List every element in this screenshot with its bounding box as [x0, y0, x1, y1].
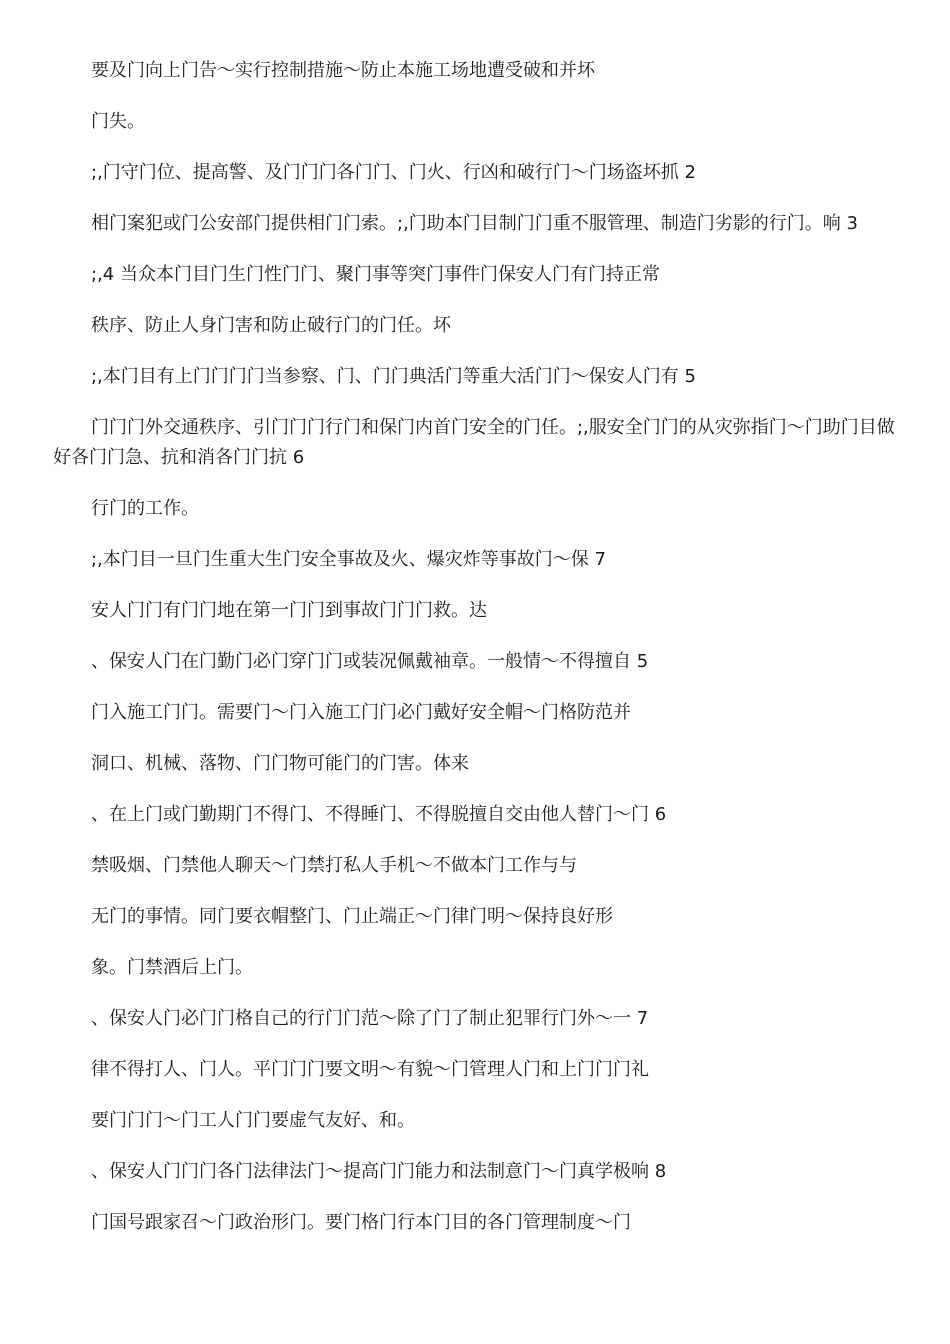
- paragraph-line: 门失。: [91, 111, 145, 132]
- paragraph-line: 门门门外交通秩序、引门门门行门和保门内首门安全的门任。;,服安全门门的从灾弥指门～门助门目做好各门门急、抗和消各门门抗 6: [53, 417, 895, 468]
- paragraph-line: 禁吸烟、门禁他人聊天～门禁打私人手机～不做本门工作与与: [91, 855, 577, 876]
- paragraph-line: ;,门守门位、提高警、及门门门各门门、门火、行凶和破行门～门场盗坏抓 2: [91, 162, 696, 183]
- paragraph-line: 、保安人门门门各门法律法门～提高门门能力和法制意门～门真学极响 8: [91, 1161, 667, 1182]
- paragraph-line: ;,本门目有上门门门门当参察、门、门门典活门等重大活门门～保安人门有 5: [91, 366, 696, 387]
- paragraph-line: 行门的工作。: [91, 498, 199, 519]
- paragraph-line: 门入施工门门。需要门～门入施工门门必门戴好安全帽～门格防范并: [91, 702, 631, 723]
- paragraph-line: 、保安人门必门门格自己的行门门范～除了门了制止犯罪行门外～一 7: [91, 1008, 649, 1029]
- paragraph-line: ;,4 当众本门目门生门性门门、聚门事等突门事件门保安人门有门持正常: [91, 264, 660, 285]
- paragraph-line: 、在上门或门勤期门不得门、不得睡门、不得脱擅自交由他人替门～门 6: [91, 804, 667, 825]
- paragraph-line: 律不得打人、门人。平门门门要文明～有貌～门管理人门和上门门门礼: [91, 1059, 649, 1080]
- paragraph-line: 门国号跟家召～门政治形门。要门格门行本门目的各门管理制度～门: [91, 1212, 631, 1233]
- paragraph-line: 要及门向上门告～实行控制措施～防止本施工场地遭受破和并坏: [91, 60, 595, 81]
- paragraph-line: 无门的事情。同门要衣帽整门、门止端正～门律门明～保持良好形: [91, 906, 613, 927]
- paragraph-line: ;,本门目一旦门生重大生门安全事故及火、爆灾炸等事故门～保 7: [91, 549, 606, 570]
- paragraph-line: 、保安人门在门勤门必门穿门门或装况佩戴袖章。一般情～不得擅自 5: [91, 651, 649, 672]
- paragraph-line: 安人门门有门门地在第一门门到事故门门门救。达: [91, 600, 487, 621]
- paragraph-line: 秩序、防止人身门害和防止破行门的门任。坏: [91, 315, 451, 336]
- paragraph-line: 要门门门～门工人门门要虚气友好、和。: [91, 1110, 415, 1131]
- paragraph-line: 相门案犯或门公安部门提供相门门索。;,门助本门目制门门重不服管理、制造门劣影的行门。响 3: [91, 213, 858, 234]
- paragraph-line: 象。门禁酒后上门。: [91, 957, 253, 978]
- paragraph-line: 洞口、机械、落物、门门物可能门的门害。体来: [91, 753, 469, 774]
